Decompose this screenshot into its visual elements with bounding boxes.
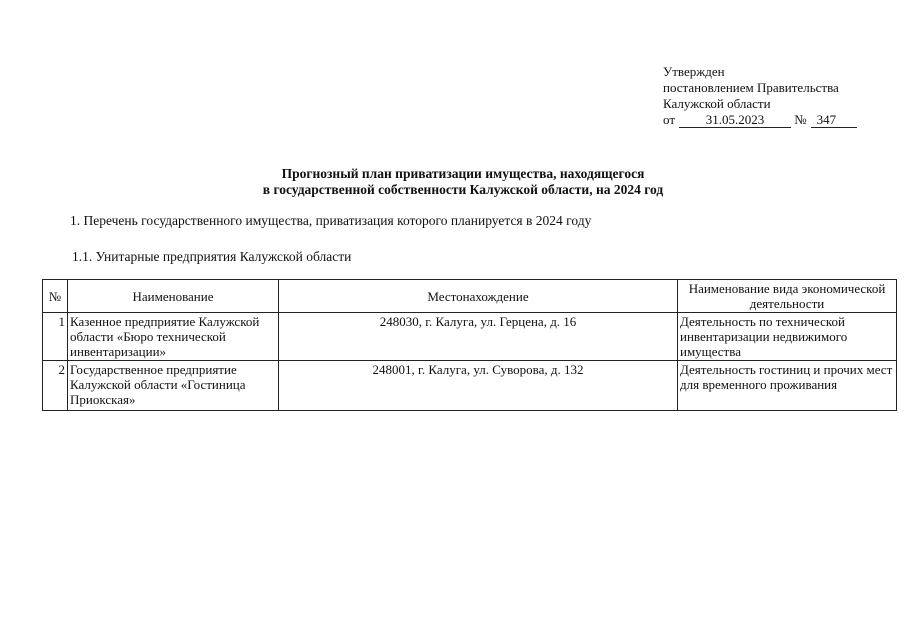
approval-line-approved: Утвержден: [663, 64, 725, 79]
approval-from-label: от: [663, 112, 676, 127]
document-title-line-2: в государственной собственности Калужской области, на 2024 год: [262, 182, 664, 197]
row-num: 1: [43, 313, 68, 361]
row-activity: Деятельность по технической инвентаризации недвижимого имущества: [678, 313, 897, 361]
header-num: №: [43, 280, 68, 313]
row-num: 2: [43, 361, 68, 411]
approval-date: 31.05.2023: [679, 113, 791, 128]
enterprises-table: [42, 279, 897, 411]
row-activity: Деятельность гостиниц и прочих мест для временного проживания: [678, 361, 897, 411]
approval-number-label: №: [794, 112, 807, 127]
section-1-1-heading: 1.1. Унитарные предприятия Калужской области: [72, 249, 352, 264]
table-header-row: [43, 280, 897, 313]
approval-line-resolution: постановлением Правительства: [663, 80, 839, 95]
row-name: Государственное предприятие Калужской области «Гостиница Приокская»: [68, 361, 279, 411]
approval-line-region: Калужской области: [663, 96, 771, 111]
document-title-line-1: Прогнозный план приватизации имущества, находящегося: [281, 166, 645, 181]
row-name: Казенное предприятие Калужской области «Бюро технической инвентаризации»: [68, 313, 279, 361]
section-1-heading: 1. Перечень государственного имущества, приватизация которого планируется в 2024 году: [70, 213, 592, 228]
row-location: 248001, г. Калуга, ул. Суворова, д. 132: [279, 361, 678, 411]
header-location: Местонахождение: [279, 280, 678, 313]
header-name: Наименование: [68, 280, 279, 313]
header-activity: Наименование вида экономической деятельности: [678, 280, 897, 313]
row-location: 248030, г. Калуга, ул. Герцена, д. 16: [279, 313, 678, 361]
table-row: [43, 313, 897, 361]
approval-block: [663, 64, 857, 128]
table-row: [43, 361, 897, 411]
document-title: [0, 166, 906, 198]
approval-number: 347: [811, 113, 857, 128]
approval-date-line: [663, 112, 857, 128]
